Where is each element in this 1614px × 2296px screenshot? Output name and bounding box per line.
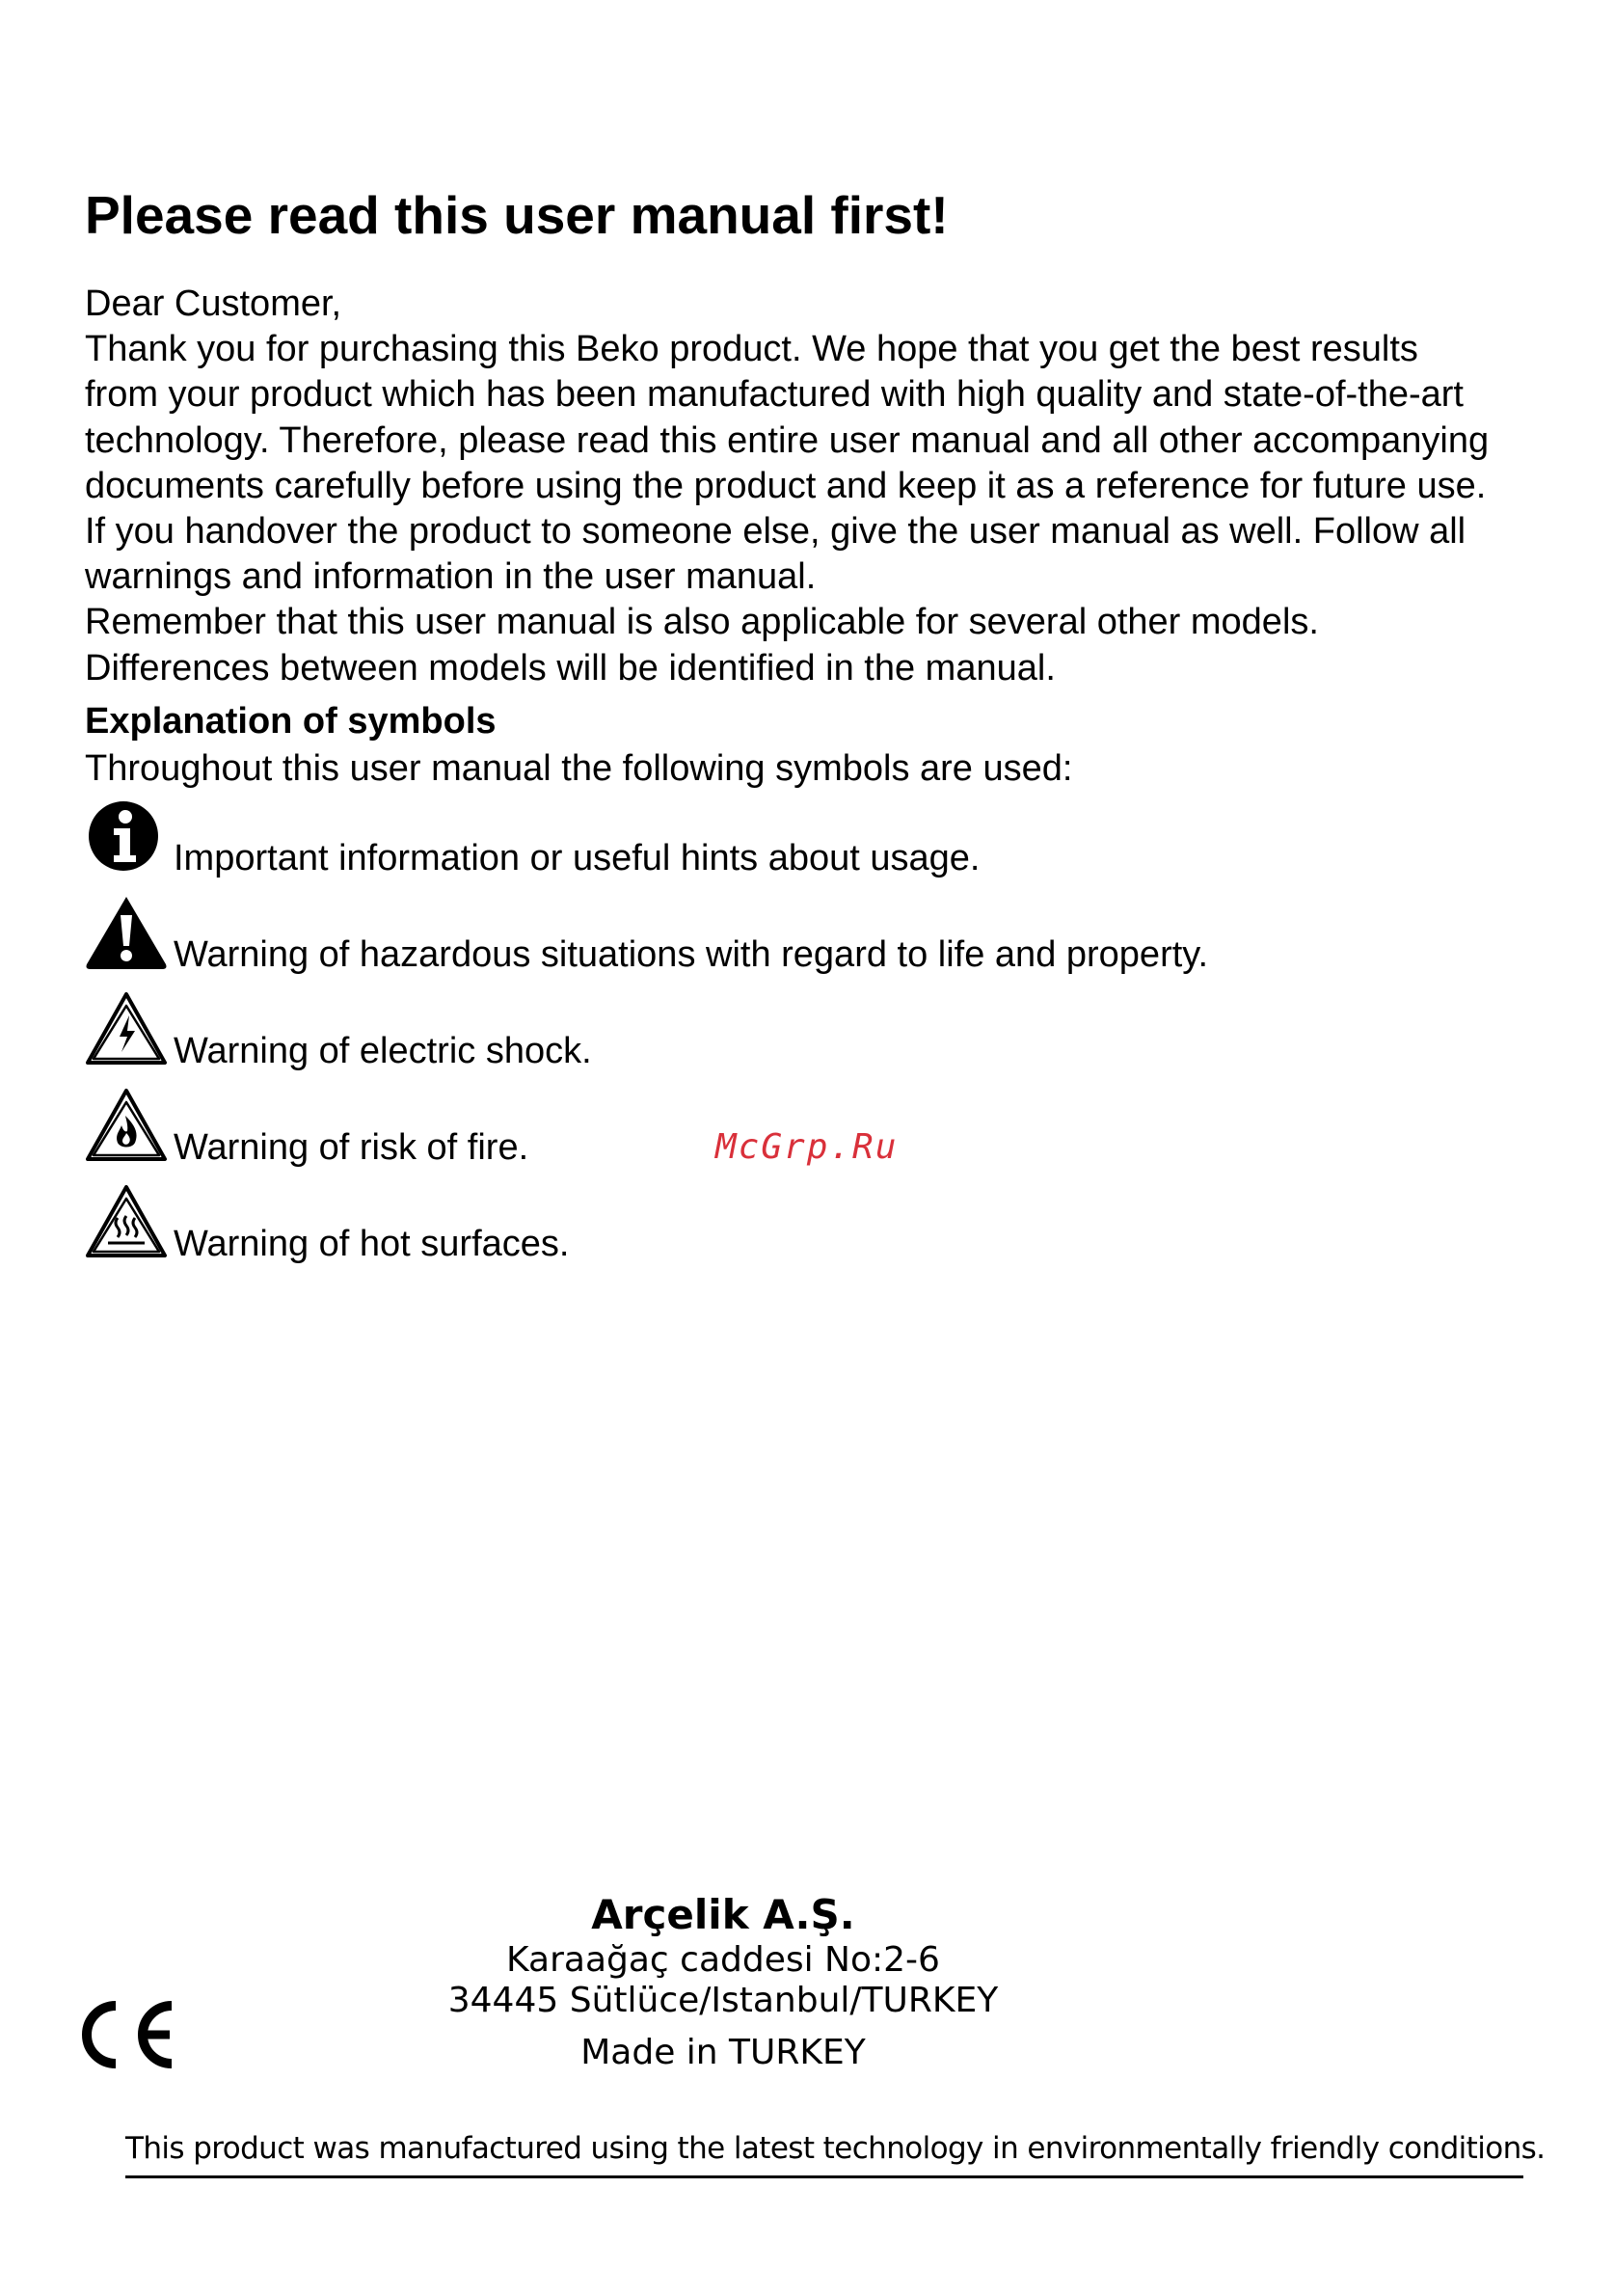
footer-divider xyxy=(125,2175,1523,2178)
page-title: Please read this user manual first! xyxy=(85,185,949,245)
symbol-label: Warning of electric shock. xyxy=(174,1031,592,1071)
ce-mark-icon xyxy=(81,2000,179,2069)
intro-line: Differences between models will be identified in the manual. xyxy=(85,647,1056,689)
symbol-item-electric-shock xyxy=(85,990,1338,1077)
company-name: Arçelik A.Ş. xyxy=(591,1891,855,1938)
symbol-label: Important information or useful hints about usage. xyxy=(174,838,981,878)
info-icon xyxy=(85,797,168,880)
symbols-heading: Explanation of symbols xyxy=(85,701,497,742)
symbol-label: Warning of risk of fire. xyxy=(174,1127,529,1168)
intro-line: documents carefully before using the product and keep it as a reference for future use. xyxy=(85,465,1487,506)
made-in: Made in TURKEY xyxy=(580,2033,866,2072)
symbol-item-hot-surface xyxy=(85,1183,1338,1270)
intro-line: Remember that this user manual is also applicable for several other models. xyxy=(85,602,1319,643)
intro-line: from your product which has been manufactured with high quality and state-of-the-art xyxy=(85,374,1464,416)
symbol-item-fire xyxy=(85,1087,1338,1174)
intro-line: Dear Customer, xyxy=(85,284,342,324)
address-city: 34445 Sütlüce/Istanbul/TURKEY xyxy=(447,1981,999,2020)
intro-line: Thank you for purchasing this Beko product. We hope that you get the best results xyxy=(85,329,1418,370)
intro-text xyxy=(85,282,1589,691)
intro-line: technology. Therefore, please read this entire user manual and all other accompanying xyxy=(85,419,1490,461)
manufacturer-address xyxy=(405,1890,1041,2073)
address-street: Karaağaç caddesi No:2-6 xyxy=(506,1940,940,1980)
symbol-item-warning xyxy=(85,894,1338,981)
intro-line: warnings and information in the user manual. xyxy=(85,556,817,598)
electric-shock-icon xyxy=(85,990,168,1073)
warning-icon xyxy=(85,894,168,977)
symbol-label: Warning of hazardous situations with regard to life and property. xyxy=(174,934,1209,975)
symbol-item-info xyxy=(85,797,1338,884)
watermark: McGrp.Ru xyxy=(715,1127,899,1167)
footer-note: This product was manufactured using the latest technology in environmentally friendly conditions. xyxy=(125,2131,1546,2166)
fire-icon xyxy=(85,1087,168,1170)
symbols-intro: Throughout this user manual the following symbols are used: xyxy=(85,748,1073,789)
intro-line: If you handover the product to someone else, give the user manual as well. Follow all xyxy=(85,511,1466,553)
symbol-label: Warning of hot surfaces. xyxy=(174,1224,570,1264)
hot-surface-icon xyxy=(85,1183,168,1266)
